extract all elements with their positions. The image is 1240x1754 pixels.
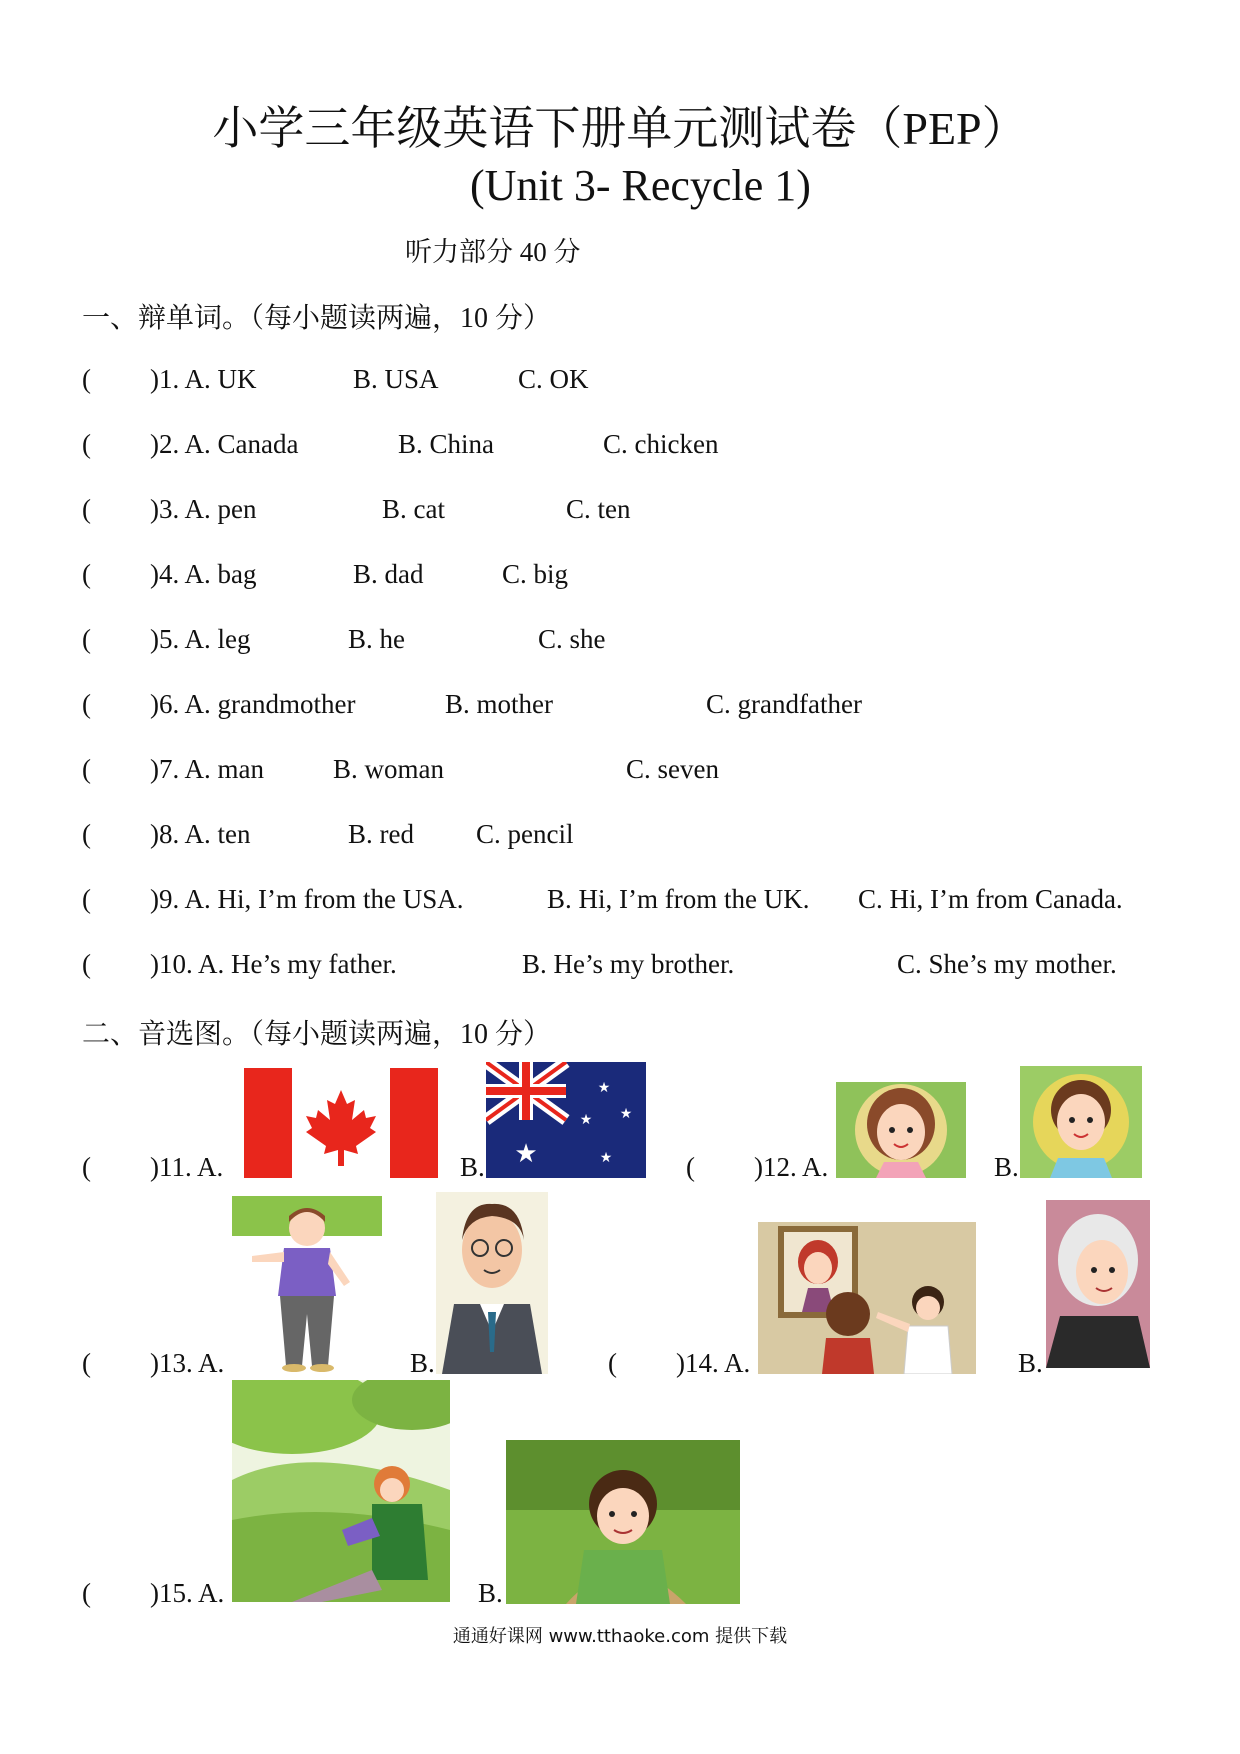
- option-b-label: B.: [410, 1348, 435, 1378]
- australia-flag-image[interactable]: [486, 1062, 646, 1178]
- q15-label: )15. A.: [150, 1578, 225, 1608]
- boy-standing-image[interactable]: [232, 1196, 382, 1374]
- q3-option-c: C. ten: [566, 494, 631, 524]
- q6-option-a: )6. A. grandmother: [150, 689, 356, 719]
- answer-paren[interactable]: (: [82, 624, 91, 654]
- q12-label: )12. A.: [754, 1152, 829, 1182]
- q7-option-b: B. woman: [333, 754, 444, 784]
- q5-option-c: C. she: [538, 624, 606, 654]
- footer-credit: 通通好课网 www.tthaoke.com 提供下载: [452, 1626, 788, 1647]
- q5-option-a: )5. A. leg: [150, 624, 251, 654]
- q6-option-b: B. mother: [445, 689, 553, 719]
- q11-label: )11. A.: [150, 1152, 224, 1182]
- q4-option-c: C. big: [502, 559, 569, 589]
- answer-paren[interactable]: (: [82, 429, 91, 459]
- q3-option-b: B. cat: [382, 494, 445, 524]
- svg-text:★: ★: [579, 1112, 593, 1128]
- option-b-label: B.: [460, 1152, 485, 1182]
- canada-flag-image[interactable]: [244, 1068, 438, 1178]
- answer-paren[interactable]: (: [82, 1348, 91, 1378]
- option-b-label: B.: [1018, 1348, 1043, 1378]
- answer-paren[interactable]: (: [82, 559, 91, 589]
- answer-paren[interactable]: (: [82, 494, 91, 524]
- q8-option-b: B. red: [348, 819, 414, 849]
- q8-option-c: C. pencil: [476, 819, 574, 849]
- svg-text:★: ★: [599, 1150, 613, 1166]
- svg-text:★: ★: [619, 1106, 633, 1122]
- woman-reading-in-park-image[interactable]: [232, 1380, 450, 1602]
- q4-option-b: B. dad: [353, 559, 424, 589]
- option-b-label: B.: [478, 1578, 503, 1608]
- svg-text:★: ★: [597, 1080, 611, 1096]
- q4-option-a: )4. A. bag: [150, 559, 257, 589]
- q3-option-a: )3. A. pen: [150, 494, 257, 524]
- answer-paren[interactable]: (: [82, 949, 91, 979]
- q1-option-a: )1. A. UK: [150, 364, 257, 394]
- answer-paren[interactable]: (: [82, 1578, 91, 1608]
- q9-option-c: C. Hi, I’m from Canada.: [858, 884, 1123, 914]
- answer-paren[interactable]: (: [82, 1152, 91, 1182]
- q14-label: )14. A.: [676, 1348, 751, 1378]
- q2-option-b: B. China: [398, 429, 495, 459]
- q8-option-a: )8. A. ten: [150, 819, 251, 849]
- boys-looking-at-portrait-image[interactable]: [758, 1222, 976, 1374]
- answer-paren[interactable]: (: [82, 819, 91, 849]
- q10-option-c: C. She’s my mother.: [897, 949, 1117, 979]
- section-2-heading: 二、音选图。（每小题读两遍，10 分）: [82, 1019, 552, 1050]
- q6-option-c: C. grandfather: [706, 689, 862, 719]
- page-title: 小学三年级英语下册单元测试卷（PEP）: [212, 103, 1028, 154]
- section-1-heading: 一、辩单词。（每小题读两遍，10 分）: [82, 303, 552, 334]
- q7-option-a: )7. A. man: [150, 754, 264, 784]
- answer-paren[interactable]: (: [82, 754, 91, 784]
- answer-paren[interactable]: (: [608, 1348, 617, 1378]
- girl-portrait-image[interactable]: [836, 1082, 966, 1178]
- answer-paren[interactable]: (: [82, 884, 91, 914]
- q2-option-c: C. chicken: [603, 429, 719, 459]
- q10-option-b: B. He’s my brother.: [522, 949, 735, 979]
- option-b-label: B.: [994, 1152, 1019, 1182]
- man-with-glasses-image[interactable]: [436, 1192, 548, 1374]
- q13-label: )13. A.: [150, 1348, 225, 1378]
- answer-paren[interactable]: (: [82, 364, 91, 394]
- listening-score: 听力部分 40 分: [405, 237, 581, 267]
- q10-option-a: )10. A. He’s my father.: [150, 949, 397, 979]
- boy-in-garden-image[interactable]: [506, 1440, 740, 1604]
- svg-text:★: ★: [514, 1139, 538, 1169]
- q1-option-b: B. USA: [353, 364, 439, 394]
- q9-option-b: B. Hi, I’m from the UK.: [547, 884, 810, 914]
- q9-option-a: )9. A. Hi, I’m from the USA.: [150, 884, 464, 914]
- grandmother-image[interactable]: [1046, 1200, 1150, 1368]
- q2-option-a: )2. A. Canada: [150, 429, 299, 459]
- q1-option-c: C. OK: [518, 364, 589, 394]
- answer-paren[interactable]: (: [82, 689, 91, 719]
- answer-paren[interactable]: (: [686, 1152, 695, 1182]
- q7-option-c: C. seven: [626, 754, 719, 784]
- boy-portrait-image[interactable]: [1020, 1066, 1142, 1178]
- page-subtitle: (Unit 3- Recycle 1): [470, 161, 811, 210]
- q5-option-b: B. he: [348, 624, 405, 654]
